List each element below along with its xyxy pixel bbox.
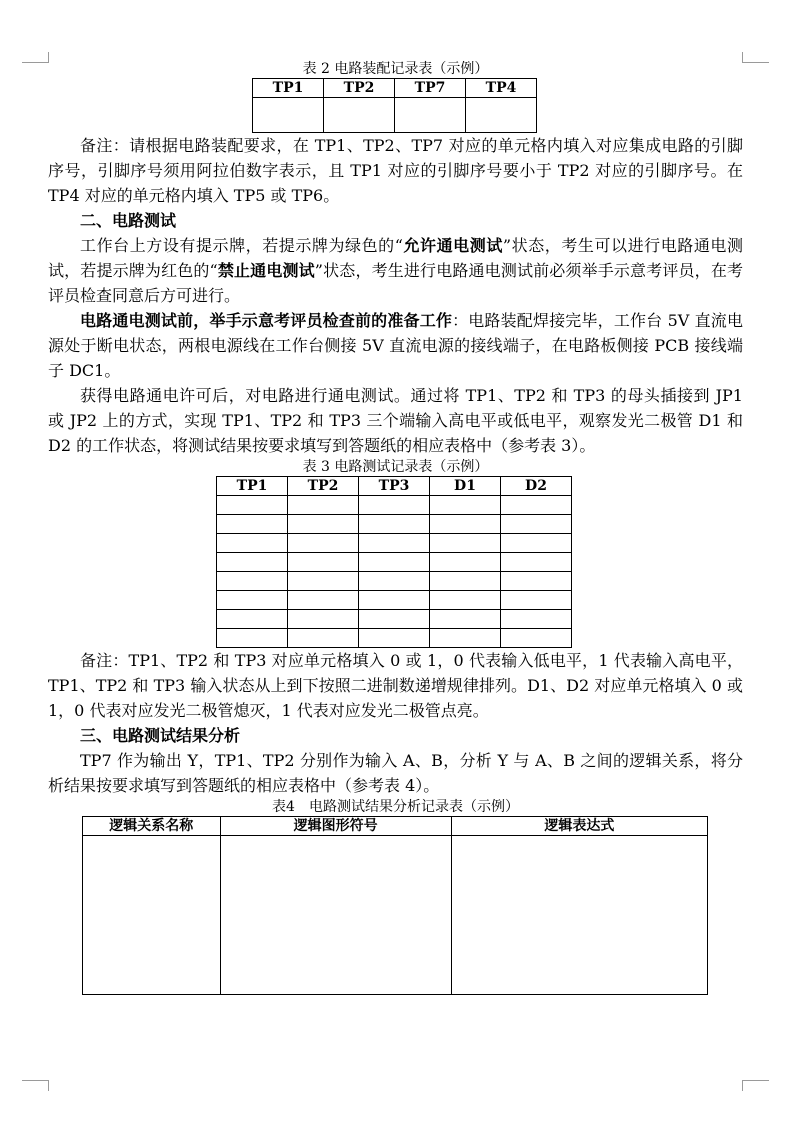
result-analysis-table <box>82 816 708 995</box>
table-row <box>253 98 537 133</box>
table-header-row <box>253 79 537 98</box>
table-cell <box>253 98 324 133</box>
table-cell <box>501 629 572 648</box>
bold-phrase: 禁止通电测试 <box>217 261 315 280</box>
table-cell <box>501 591 572 610</box>
table-row <box>217 534 572 553</box>
table-header-row <box>83 817 708 836</box>
table-cell <box>359 515 430 534</box>
table-cell <box>220 836 451 995</box>
table-cell <box>359 572 430 591</box>
section-heading-result-analysis: 三、电路测试结果分析 <box>80 726 241 745</box>
document-page <box>48 60 743 995</box>
analysis-paragraph: TP7 作为输出 Y，TP1、TP2 分别作为输入 A、B，分析 Y 与 A、B 之间的逻辑关系，将分析结果按要求填写到答题纸的相应表格中（参考表 4）。 <box>48 751 743 795</box>
table-cell <box>288 553 359 572</box>
bold-phrase: 电路通电测试前，举手示意考评员检查前的准备工作 <box>80 311 453 330</box>
table-cell <box>501 496 572 515</box>
table-cell <box>430 515 501 534</box>
table-cell <box>430 591 501 610</box>
table-cell <box>359 610 430 629</box>
table-cell <box>288 572 359 591</box>
table-row <box>83 836 708 995</box>
table-header-cell: 逻辑关系名称 <box>83 817 221 836</box>
table-cell <box>217 572 288 591</box>
table-header-cell: D1 <box>430 477 501 496</box>
crop-mark-top-left <box>22 52 49 63</box>
table-cell <box>217 610 288 629</box>
table-cell <box>217 629 288 648</box>
bold-phrase: 允许通电测试 <box>402 236 503 255</box>
table-cell <box>359 553 430 572</box>
test-preparation-paragraph <box>48 308 743 383</box>
table-row <box>217 553 572 572</box>
table-cell <box>359 534 430 553</box>
table-cell <box>359 496 430 515</box>
table4-caption: 表4 电路测试结果分析记录表（示例） <box>272 799 519 815</box>
table-cell <box>501 553 572 572</box>
assembly-note: 备注：请根据电路装配要求，在 TP1、TP2、TP7 对应的单元格内填入对应集成电路的引脚序号，引脚序号须用阿拉伯数字表示，且 TP1 对应的引脚序号要小于 TP2 对应的引脚序号。在 TP4 对应的单元格内填入 TP5 或 TP6。 <box>48 136 743 205</box>
table-header-cell: 逻辑图形符号 <box>220 817 451 836</box>
text-run: ”状态，考生进行电路通电测试前必须举手示意考评员，在考评员检查同意后方可进行。 <box>48 261 743 305</box>
table-row <box>217 591 572 610</box>
table-cell <box>288 629 359 648</box>
table-header-cell: TP2 <box>288 477 359 496</box>
table-cell <box>501 534 572 553</box>
text-run: 工作台上方设有提示牌，若提示牌为绿色的“ <box>80 236 403 255</box>
circuit-test-table <box>216 476 572 648</box>
table-cell <box>83 836 221 995</box>
table-header-row <box>217 477 572 496</box>
text-run: ”状态，考生可以进行电路通电测试，若提示牌为红色的“ <box>48 236 743 280</box>
table-cell <box>288 610 359 629</box>
table-row <box>217 610 572 629</box>
table-cell <box>430 610 501 629</box>
crop-mark-bottom-right <box>742 1080 769 1091</box>
table-cell <box>501 610 572 629</box>
table-cell <box>359 591 430 610</box>
crop-mark-top-right <box>742 52 769 63</box>
table-cell <box>288 496 359 515</box>
table-cell <box>217 553 288 572</box>
table-cell <box>395 98 466 133</box>
table-cell <box>217 515 288 534</box>
table-row <box>217 629 572 648</box>
section-heading-circuit-test: 二、电路测试 <box>80 211 177 230</box>
table-cell <box>217 496 288 515</box>
test-sign-paragraph <box>48 233 743 308</box>
table-row <box>217 515 572 534</box>
table-cell <box>501 515 572 534</box>
table-header-cell: TP7 <box>395 79 466 98</box>
circuit-assembly-table <box>252 78 537 133</box>
table-cell <box>288 515 359 534</box>
table-cell <box>324 98 395 133</box>
table-cell <box>430 534 501 553</box>
table-cell <box>430 629 501 648</box>
table-header-cell: 逻辑表达式 <box>451 817 707 836</box>
table-cell <box>217 534 288 553</box>
table-cell <box>501 572 572 591</box>
table-header-cell: TP2 <box>324 79 395 98</box>
table-cell <box>430 572 501 591</box>
text-run: ：电路装配焊接完毕，工作台 5V 直流电源处于断电状态，两根电源线在工作台侧接 5V 直流电源的接线端子，在电路板侧接 PCB 接线端子 DC1。 <box>48 311 743 380</box>
test-note: 备注：TP1、TP2 和 TP3 对应单元格填入 0 或 1，0 代表输入低电平，1 代表输入高电平，TP1、TP2 和 TP3 输入状态从上到下按照二进制数递增规律排列。D1、D2 对应单元格填入 0 或 1，0 代表对应发光二极管熄灭，1 代表对应发光二极管点亮。 <box>48 651 743 720</box>
table-header-cell: TP1 <box>253 79 324 98</box>
table-cell <box>217 591 288 610</box>
table2-caption: 表 2 电路装配记录表（示例） <box>302 61 489 77</box>
table3-caption: 表 3 电路测试记录表（示例） <box>302 459 489 475</box>
table-cell <box>288 534 359 553</box>
test-procedure-paragraph: 获得电路通电许可后，对电路进行通电测试。通过将 TP1、TP2 和 TP3 的母头插接到 JP1 或 JP2 上的方式，实现 TP1、TP2 和 TP3 三个端输入高电平或低电平，观察发光二极管 D1 和 D2 的工作状态，将测试结果按要求填写到答题纸的相应表格中（参考表 3）。 <box>48 386 743 455</box>
table-cell <box>430 553 501 572</box>
table-cell <box>451 836 707 995</box>
table-header-cell: D2 <box>501 477 572 496</box>
crop-mark-bottom-left <box>22 1080 49 1091</box>
table-header-cell: TP3 <box>359 477 430 496</box>
table-row <box>217 496 572 515</box>
table-row <box>217 572 572 591</box>
table-cell <box>359 629 430 648</box>
table-cell <box>466 98 537 133</box>
table-cell <box>288 591 359 610</box>
table-header-cell: TP1 <box>217 477 288 496</box>
table-cell <box>430 496 501 515</box>
table-header-cell: TP4 <box>466 79 537 98</box>
